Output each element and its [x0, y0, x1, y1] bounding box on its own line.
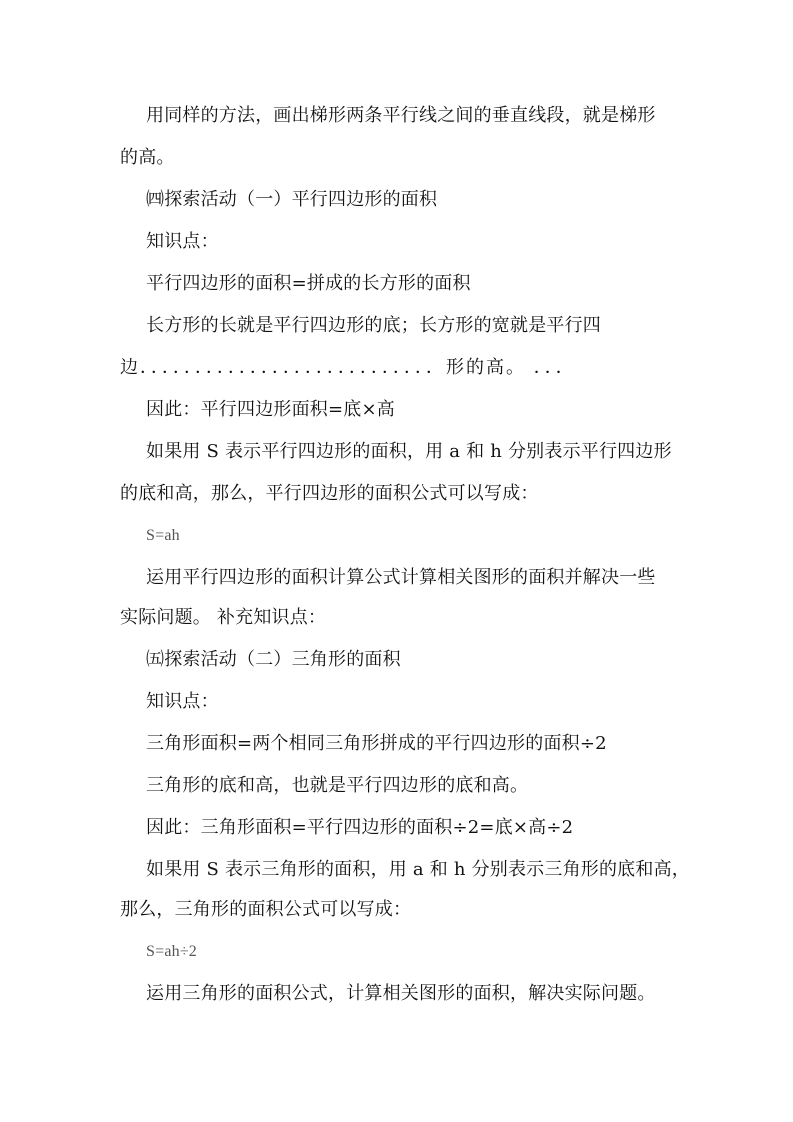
paragraph-line: 实际问题。 补充知识点： — [120, 607, 327, 628]
paragraph-line: 的高。 — [120, 147, 175, 168]
paragraph-line: 运用平行四边形的面积计算公式计算相关图形的面积并解决一些 — [146, 567, 656, 588]
paragraph-line: 平行四边形的面积=拼成的长方形的面积 — [146, 273, 471, 294]
paragraph-line: 边．．．．．．．．．．．．．．．．．．．．．．．．．．．形的高。 ．．． — [120, 357, 576, 378]
formula-line: S=ah — [146, 527, 180, 544]
label-line: 知识点： — [146, 231, 219, 252]
paragraph-line: 用同样的方法，画出梯形两条平行线之间的垂直线段，就是梯形 — [146, 105, 656, 126]
section-heading: ㈣探索活动（一）平行四边形的面积 — [146, 189, 438, 210]
paragraph-line: 三角形的底和高，也就是平行四边形的底和高。 — [146, 775, 529, 796]
paragraph-line: 如果用 S 表示三角形的面积，用 a 和 h 分别表示三角形的底和高， — [146, 859, 690, 880]
label-line: 知识点： — [146, 691, 219, 712]
paragraph-line: 三角形面积=两个相同三角形拼成的平行四边形的面积÷2 — [146, 733, 607, 754]
paragraph-line: 因此：三角形面积=平行四边形的面积÷2=底×高÷2 — [146, 817, 574, 838]
formula-line: S=ah÷2 — [146, 943, 198, 960]
paragraph-line: 如果用 S 表示平行四边形的面积，用 a 和 h 分别表示平行四边形 — [146, 441, 672, 462]
paragraph-line: 运用三角形的面积公式，计算相关图形的面积，解决实际问题。 — [146, 983, 656, 1004]
paragraph-line: 的底和高，那么，平行四边形的面积公式可以写成： — [120, 483, 539, 504]
section-heading: ㈤探索活动（二）三角形的面积 — [146, 649, 401, 670]
paragraph-line: 长方形的长就是平行四边形的底；长方形的宽就是平行四 — [146, 315, 601, 336]
paragraph-line: 因此：平行四边形面积=底×高 — [146, 399, 395, 420]
paragraph-line: 那么，三角形的面积公式可以写成： — [120, 899, 412, 920]
